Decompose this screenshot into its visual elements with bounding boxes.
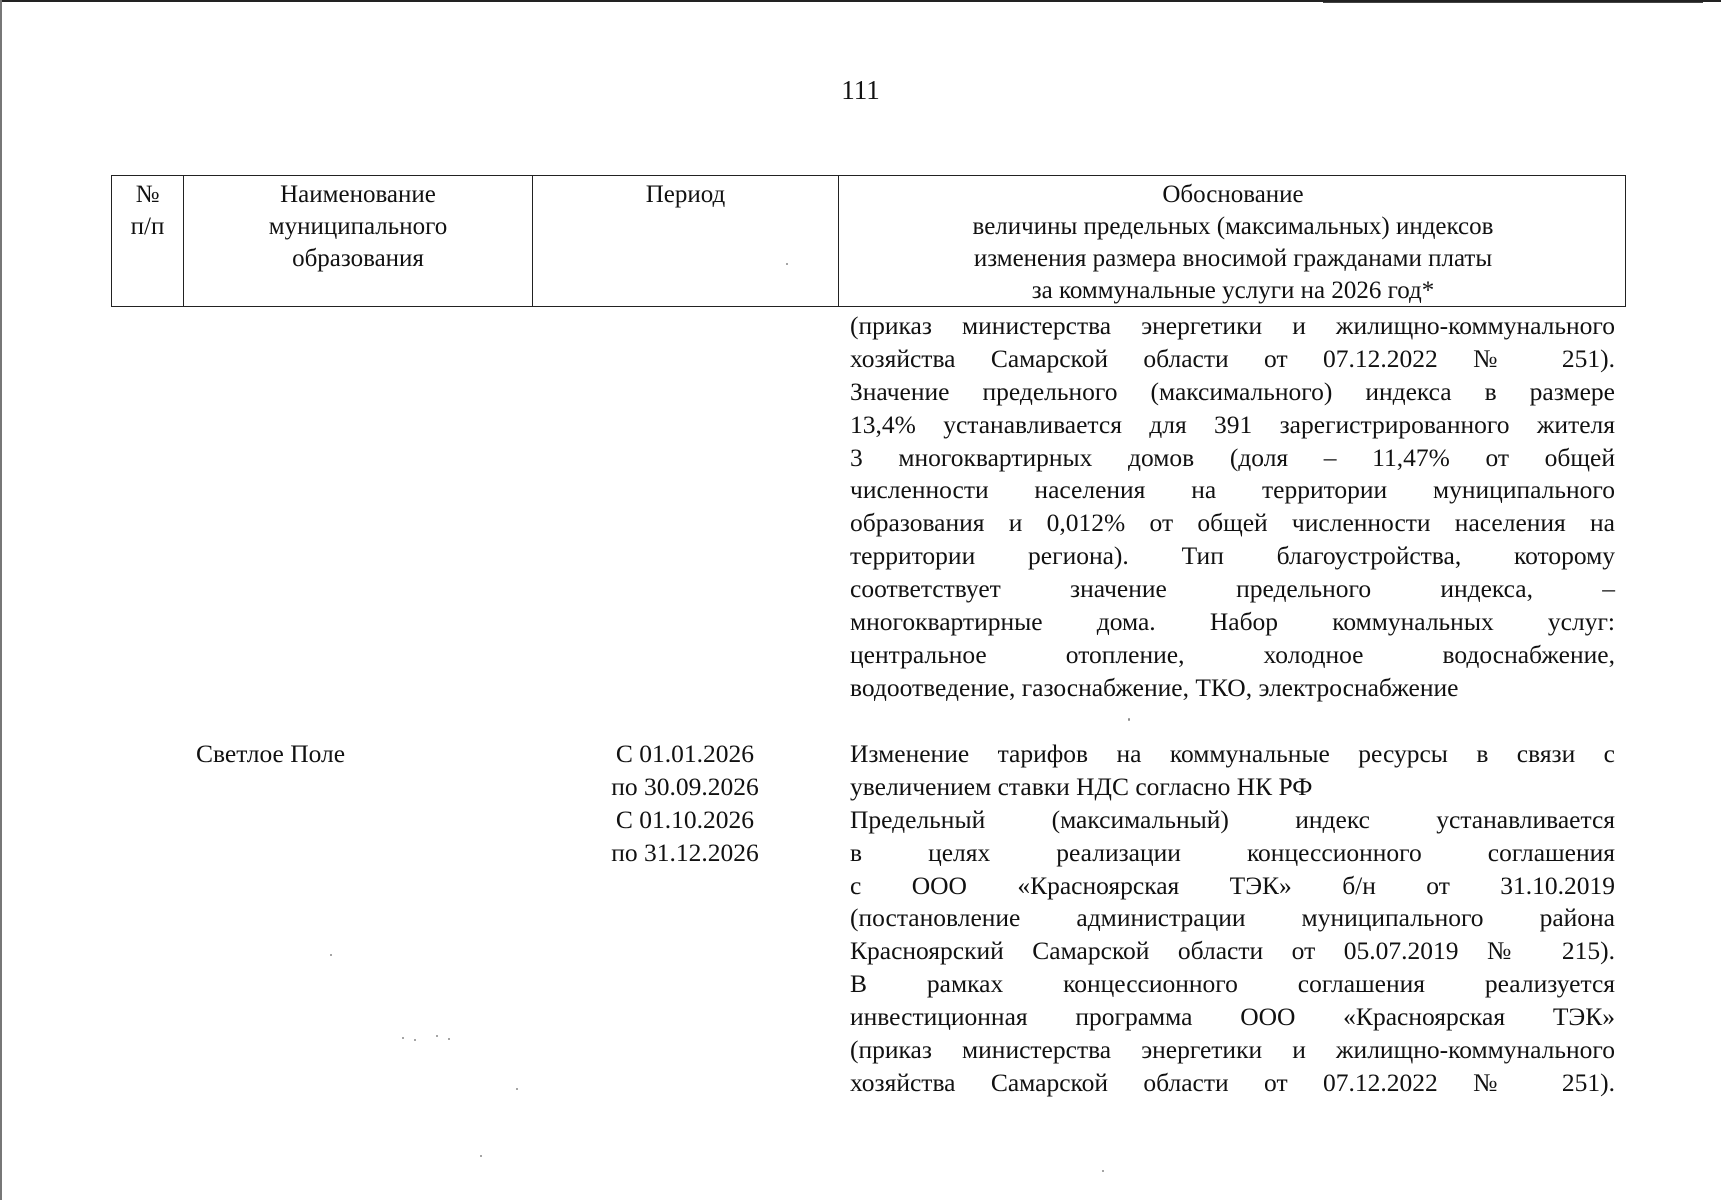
scan-speck [402,1037,404,1039]
justification-line: хозяйства Самарской области от 07.12.2022 № 251). [850,1067,1615,1097]
justification-line: Предельный (максимальный) индекс устанавливается [850,804,1615,834]
header-cell-municipality [183,176,532,306]
header-municipality-line: Наименование [280,181,436,208]
header-justification-line: изменения размера вносимой гражданами платы [973,245,1493,272]
justification-line: (постановление администрации муниципального района [850,903,1615,933]
justification-line: инвестиционная программа ООО «Красноярская ТЭК» [850,1002,1615,1032]
top-edge-rule-right [1323,2,1703,3]
header-justification-line: Обоснование [1162,181,1304,208]
header-cell-number [112,176,183,306]
scan-speck [330,954,332,956]
scan-speck [1128,718,1130,721]
row-justification [850,738,1615,1100]
scan-speck [516,1088,518,1090]
justification-line: центральное отопление, холодное водоснабжение, [850,639,1615,669]
justification-line: 13,4% устанавливается для 391 зарегистрированного жителя [850,409,1615,439]
justification-line: численности населения на территории муниципального [850,475,1615,505]
justification-line: В рамках концессионного соглашения реализуется [850,969,1615,999]
scan-speck [448,1038,450,1040]
justification-line: (приказ министерства энергетики и жилищно-коммунального [850,311,1615,340]
table-header [111,175,1626,307]
period-line: С 01.10.2026 [615,804,755,834]
justification-line: с ООО «Красноярская ТЭК» б/н от 31.10.2019 [850,870,1615,900]
scan-speck [786,263,788,265]
justification-line: (приказ министерства энергетики и жилищно-коммунального [850,1035,1615,1065]
period-line: по 30.09.2026 [611,771,759,801]
scan-speck [1102,1170,1104,1172]
scan-speck [436,1035,438,1037]
justification-line: Значение предельного (максимального) индекса в размере [850,376,1615,406]
scan-speck [480,1155,482,1157]
header-justification-line: за коммунальные услуги на 2026 год* [1031,277,1435,304]
justification-line: территории региона). Тип благоустройства, которому [850,541,1615,571]
header-justification-line: величины предельных (максимальных) индексов [972,213,1494,240]
header-municipality-line: образования [292,245,424,272]
justification-line: Изменение тарифов на коммунальные ресурсы в связи с [850,739,1615,768]
period-cell [560,738,810,870]
header-number-line: п/п [130,213,165,240]
scan-speck [414,1039,416,1041]
justification-line: 3 многоквартирных домов (доля – 11,47% от общей [850,442,1615,472]
justification-line: Красноярский Самарской области от 05.07.2019 № 215). [850,936,1615,966]
header-municipality-line: муниципального [268,213,448,240]
header-period-line: Период [645,181,726,208]
left-edge-rule [0,0,2,1200]
justification-line: многоквартирные дома. Набор коммунальных услуг: [850,607,1615,637]
justification-line: образования и 0,012% от общей численности населения на [850,508,1615,538]
period-line: по 31.12.2026 [611,837,759,867]
period-line: С 01.01.2026 [615,739,755,768]
justification-line: хозяйства Самарской области от 07.12.2022 № 251). [850,343,1615,373]
page-number: 111 [841,75,880,105]
municipality-name: Светлое Поле [196,739,346,768]
continuation-justification [850,310,1615,705]
header-cell-period [532,176,838,306]
justification-line: увеличением ставки НДС согласно НК РФ [850,771,1313,801]
justification-line: соответствует значение предельного индекса, – [850,574,1615,604]
header-number-line: № [135,181,160,208]
justification-line: в целях реализации концессионного соглашения [850,837,1615,867]
header-cell-justification [838,176,1627,306]
justification-line: водоотведение, газоснабжение, ТКО, электроснабжение [850,672,1459,702]
